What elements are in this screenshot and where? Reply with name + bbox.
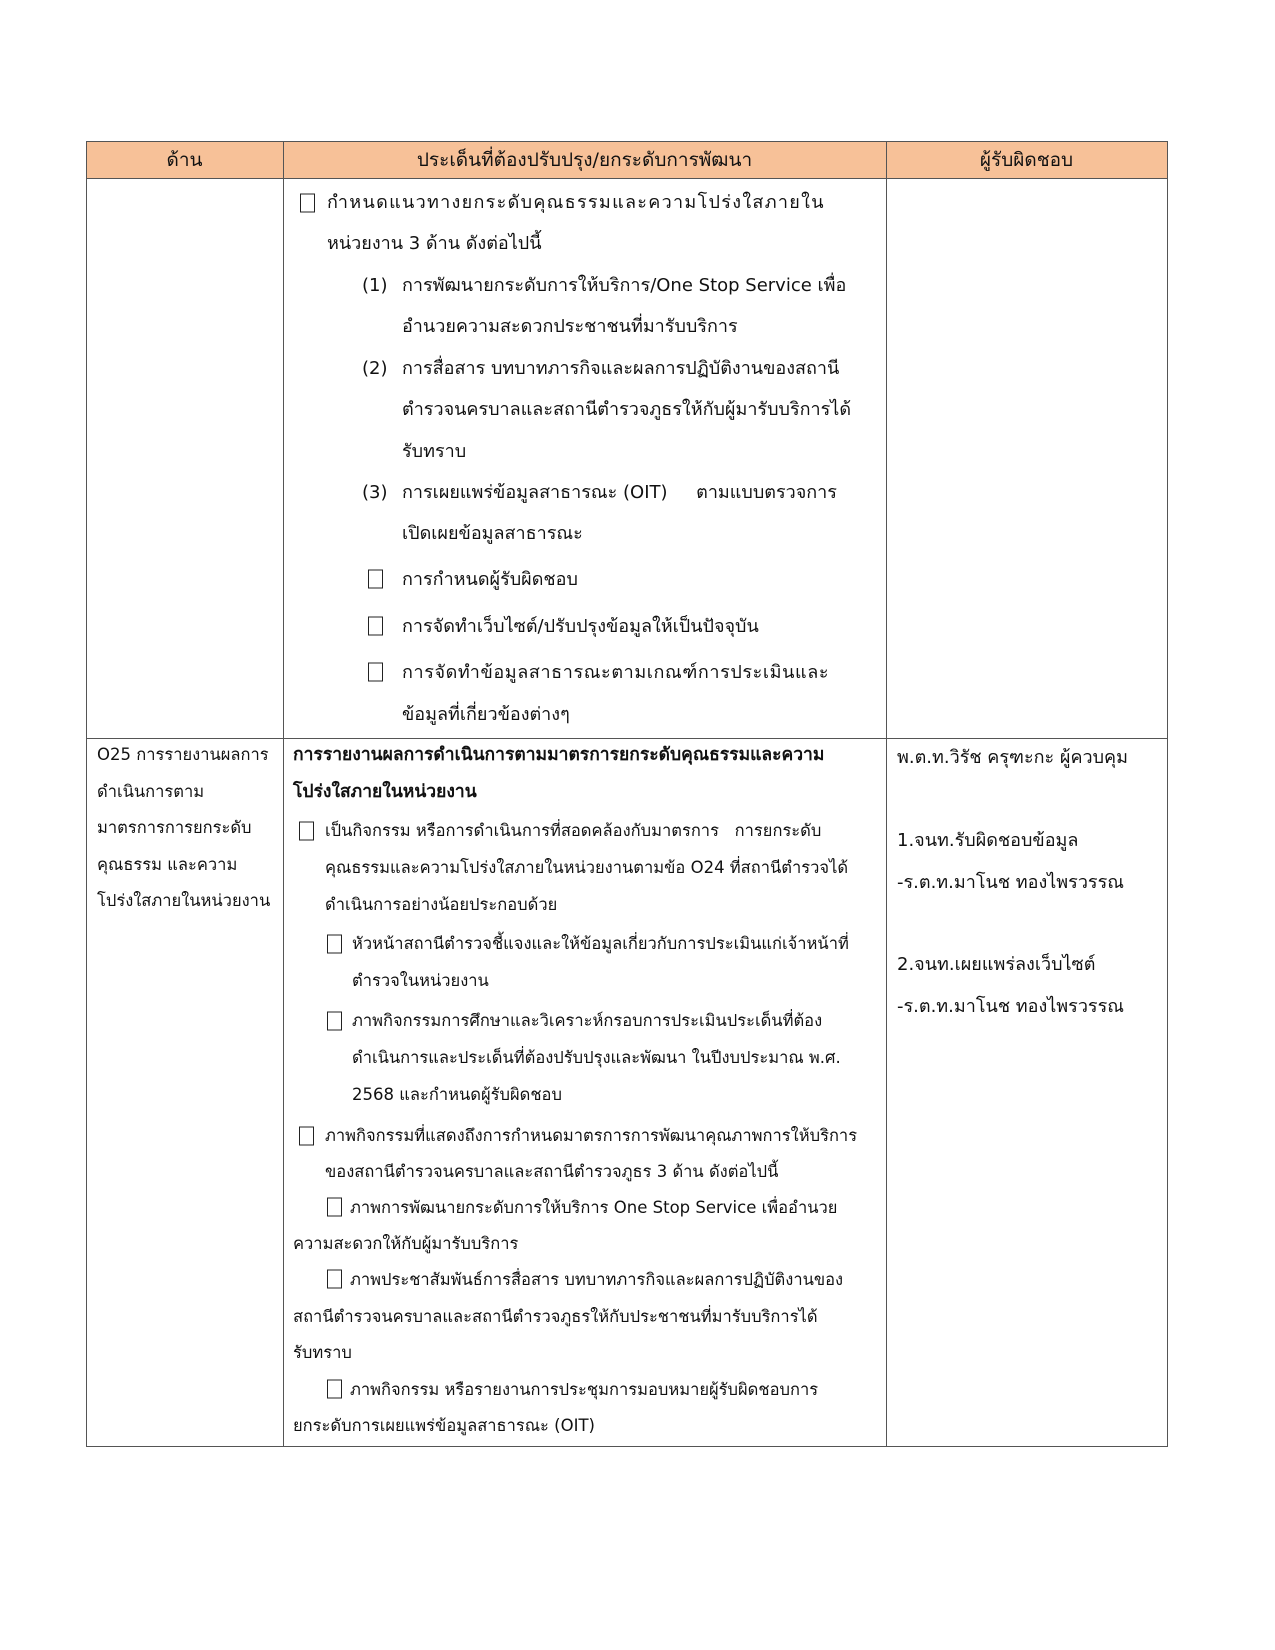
item-number: (2) [362, 358, 388, 379]
topic-line: โปร่งใสภายในหน่วยงาน [97, 891, 271, 910]
list-item: รับทราบ [402, 441, 467, 462]
list-item: ตำรวจนครบาลและสถานีตำรวจภูธรให้กับผู้มารับบริการได้ [402, 399, 852, 420]
checkbox-icon [300, 194, 315, 213]
list-item: การเผยแพร่ข้อมูลสาธารณะ (OIT) ตามแบบตรวจการ [402, 482, 837, 503]
section-heading: โปร่งใสภายในหน่วยงาน [293, 782, 477, 802]
table-border [86, 141, 87, 1447]
responsible-supervisor: พ.ต.ท.วิรัช ครุฑะกะ ผู้ควบคุม [897, 747, 1128, 768]
list-item: ยกระดับการเผยแพร่ข้อมูลสาธารณะ (OIT) [293, 1416, 595, 1435]
checkbox-icon [368, 663, 383, 682]
list-item: 2568 และกำหนดผู้รับผิดชอบ [352, 1085, 562, 1104]
list-item: ภาพการพัฒนายกระดับการให้บริการ One Stop Service เพื่ออำนวย [350, 1198, 838, 1217]
table-border [886, 141, 887, 1447]
checkbox-icon [327, 1380, 342, 1399]
list-item: การกำหนดผู้รับผิดชอบ [402, 569, 578, 590]
responsible-role: 2.จนท.เผยแพร่ลงเว็บไซต์ [897, 954, 1096, 975]
header-col-responsible: ผู้รับผิดชอบ [979, 149, 1074, 171]
responsible-person: -ร.ต.ท.มาโนช ทองไพรวรรณ [897, 872, 1124, 893]
list-item: ของสถานีตำรวจนครบาลและสถานีตำรวจภูธร 3 ด้าน ดังต่อไปนี้ [325, 1162, 779, 1181]
responsible-role: 1.จนท.รับผิดชอบข้อมูล [897, 830, 1079, 851]
list-item: ภาพกิจกรรม หรือรายงานการประชุมการมอบหมายผู้รับผิดชอบการ [350, 1380, 819, 1399]
list-item: ตำรวจในหน่วยงาน [352, 971, 489, 990]
list-item: หน่วยงาน 3 ด้าน ดังต่อไปนี้ [327, 233, 542, 254]
table-border [86, 1446, 1168, 1447]
checkbox-icon [327, 935, 342, 954]
list-item: ดำเนินการอย่างน้อยประกอบด้วย [325, 895, 558, 914]
checkbox-icon [368, 570, 383, 589]
table-border [1167, 141, 1168, 1447]
checkbox-icon [327, 1012, 342, 1031]
table-border [283, 141, 284, 1447]
list-item: ข้อมูลที่เกี่ยวข้องต่างๆ [402, 704, 570, 725]
list-item: การสื่อสาร บทบาทภารกิจและผลการปฏิบัติงานของสถานี [402, 358, 840, 379]
item-number: (3) [362, 482, 388, 503]
checkbox-icon [368, 617, 383, 636]
topic-line: มาตรการการยกระดับ [97, 818, 252, 837]
list-item: เปิดเผยข้อมูลสาธารณะ [402, 523, 583, 544]
checkbox-icon [327, 1198, 342, 1217]
list-item: สถานีตำรวจนครบาลและสถานีตำรวจภูธรให้กับประชาชนที่มารับบริการได้ [293, 1307, 818, 1326]
list-item: การพัฒนายกระดับการให้บริการ/One Stop Service เพื่อ [402, 275, 847, 296]
checkbox-icon [327, 1270, 342, 1289]
list-item: อำนวยความสะดวกประชาชนที่มารับบริการ [402, 316, 738, 337]
checkbox-icon [299, 1127, 314, 1146]
list-item: รับทราบ [293, 1343, 352, 1362]
list-item: หัวหน้าสถานีตำรวจชี้แจงและให้ข้อมูลเกี่ยวกับการประเมินแก่เจ้าหน้าที่ [352, 934, 849, 953]
list-item: ดำเนินการและประเด็นที่ต้องปรับปรุงและพัฒนา ในปีงบประมาณ พ.ศ. [352, 1048, 841, 1067]
table-border [86, 178, 1168, 179]
checkbox-icon [299, 822, 314, 841]
list-item: ความสะดวกให้กับผู้มารับบริการ [293, 1234, 519, 1253]
list-item: กำหนดแนวทางยกระดับคุณธรรมและความโปร่งใสภายใน [327, 192, 825, 213]
list-item: เป็นกิจกรรม หรือการดำเนินการที่สอดคล้องกับมาตรการ การยกระดับ [325, 821, 822, 840]
table-border [86, 141, 1168, 142]
item-number: (1) [362, 275, 388, 296]
topic-line: คุณธรรม และความ [97, 855, 238, 874]
header-col-aspect: ด้าน [166, 149, 203, 171]
topic-line: O25 การรายงานผลการ [97, 745, 269, 764]
list-item: ภาพประชาสัมพันธ์การสื่อสาร บทบาทภารกิจและผลการปฏิบัติงานของ [350, 1270, 844, 1289]
header-col-issues: ประเด็นที่ต้องปรับปรุง/ยกระดับการพัฒนา [416, 149, 753, 171]
topic-line: ดำเนินการตาม [97, 782, 205, 801]
list-item: คุณธรรมและความโปร่งใสภายในหน่วยงานตามข้อ O24 ที่สถานีตำรวจได้ [325, 858, 849, 877]
list-item: ภาพกิจกรรมการศึกษาและวิเคราะห์กรอบการประเมินประเด็นที่ต้อง [352, 1011, 823, 1030]
section-heading: การรายงานผลการดำเนินการตามมาตรการยกระดับคุณธรรมและความ [293, 745, 825, 765]
list-item: การจัดทำข้อมูลสาธารณะตามเกณฑ์การประเมินและ [402, 662, 830, 683]
table-border [86, 738, 1168, 739]
list-item: การจัดทำเว็บไซต์/ปรับปรุงข้อมูลให้เป็นปัจจุบัน [402, 616, 759, 637]
list-item: ภาพกิจกรรมที่แสดงถึงการกำหนดมาตรการการพัฒนาคุณภาพการให้บริการ [325, 1126, 858, 1145]
responsible-person: -ร.ต.ท.มาโนช ทองไพรวรรณ [897, 996, 1124, 1017]
